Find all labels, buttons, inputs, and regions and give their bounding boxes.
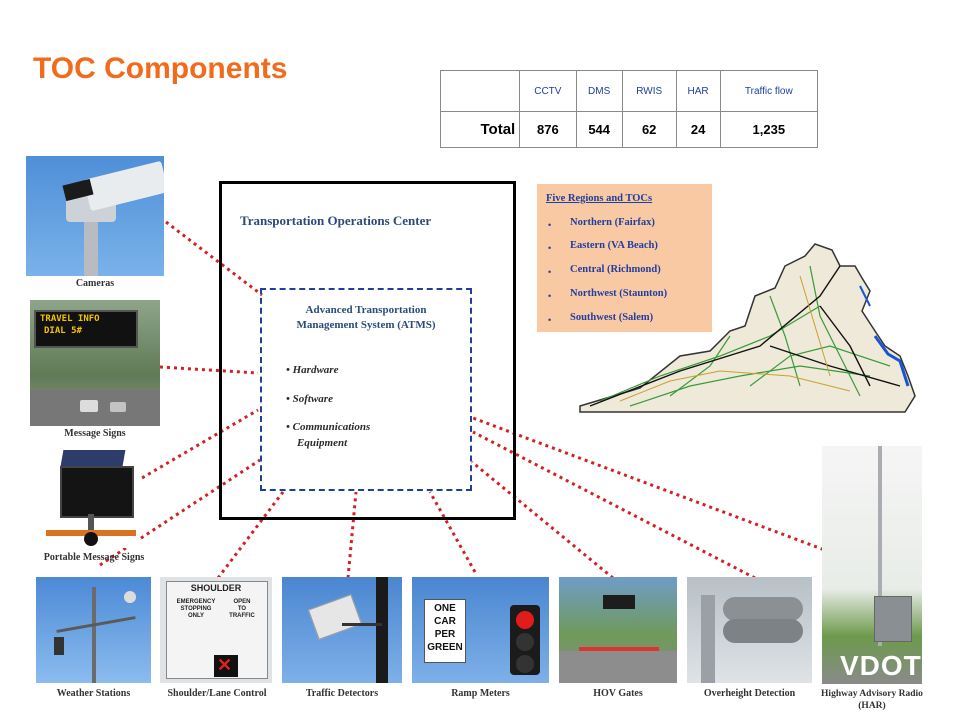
- ramp-meters-photo: [412, 577, 549, 683]
- message-signs-caption: Message Signs: [64, 428, 126, 439]
- table-cell: 1,235: [720, 112, 817, 148]
- ramp-sign: [424, 599, 466, 663]
- column-header: DMS: [576, 71, 622, 112]
- ramp-meters-caption: Ramp Meters: [451, 688, 510, 699]
- ramp-sign-line: PER: [434, 629, 456, 640]
- toc-title: Transportation Operations Center: [240, 213, 432, 228]
- ramp-sign-line: GREEN: [427, 642, 463, 653]
- ramp-sign-line: CAR: [434, 616, 456, 627]
- atms-item-equipment: Equipment: [297, 437, 348, 449]
- column-header: CCTV: [520, 71, 576, 112]
- overheight-caption: Overheight Detection: [703, 688, 796, 699]
- atms-title: [262, 303, 470, 333]
- table-cell: 24: [676, 112, 720, 148]
- shoulder-left-text: [172, 599, 220, 620]
- column-header: HAR: [676, 71, 720, 112]
- shoulder-right-line: TO: [237, 606, 247, 612]
- atms-item-label: Communications: [292, 421, 371, 433]
- har-caption-line2: (HAR): [858, 701, 886, 711]
- portable-signs-photo: [40, 448, 140, 548]
- region-item: Central (Richmond): [570, 264, 661, 275]
- atms-item-label: Hardware: [292, 364, 339, 376]
- shoulder-right-line: OPEN: [233, 599, 251, 605]
- atms-title-line2: Management System (ATMS): [296, 319, 436, 331]
- cameras-caption: Cameras: [75, 278, 115, 289]
- shoulder-lane-control-photo: [160, 577, 272, 683]
- column-header: Traffic flow: [720, 71, 817, 112]
- traffic-detectors-photo: [282, 577, 402, 683]
- atms-item-label: Software: [292, 393, 333, 405]
- slide-title: TOC Components: [33, 52, 288, 85]
- table-cell: 544: [576, 112, 622, 148]
- atms-title-line1: Advanced Transportation: [305, 304, 427, 316]
- har-caption-line1: Highway Advisory Radio: [821, 689, 923, 699]
- bullet: •: [548, 315, 552, 325]
- message-signs-photo: [30, 300, 160, 426]
- shoulder-right-line: TRAFFIC: [229, 613, 255, 619]
- traffic-detectors-caption: Traffic Detectors: [305, 688, 379, 699]
- hov-gates-caption: HOV Gates: [593, 688, 643, 699]
- atms-item-communications: • Communications: [286, 421, 371, 433]
- link-har: [473, 418, 830, 552]
- bullet: •: [548, 267, 552, 277]
- har-photo: [822, 446, 922, 684]
- regions-heading: Five Regions and TOCs: [546, 193, 653, 204]
- atms-item-software: • Software: [286, 393, 333, 405]
- shoulder-left-line: ONLY: [187, 613, 205, 619]
- table-cell: 876: [520, 112, 576, 148]
- shoulder-left-line: EMERGENCY: [176, 599, 216, 605]
- row-label-total: Total: [441, 112, 520, 148]
- overheight-detection-photo: [687, 577, 812, 683]
- bullet: •: [548, 220, 552, 230]
- har-caption: [808, 688, 936, 712]
- region-item: Southwest (Salem): [570, 312, 654, 323]
- vms-line1: TRAVEL INFO: [40, 314, 100, 324]
- cameras-photo: [26, 156, 164, 276]
- table-cell: 62: [622, 112, 676, 148]
- ramp-sign-line: ONE: [434, 603, 456, 614]
- shoulder-right-text: [222, 599, 262, 620]
- atms-item-hardware: • Hardware: [286, 364, 339, 376]
- portable-signs-caption: Portable Message Signs: [43, 552, 145, 563]
- regions-box: [537, 184, 712, 332]
- weather-caption: Weather Stations: [56, 688, 131, 699]
- vdot-logo: VDOT: [840, 650, 922, 681]
- shoulder-sign-header: SHOULDER: [190, 583, 242, 593]
- region-item: Northern (Fairfax): [570, 217, 655, 228]
- hov-gates-photo: [559, 577, 677, 683]
- bullet: •: [548, 291, 552, 301]
- region-item: Eastern (VA Beach): [570, 240, 658, 251]
- vms-line2: DIAL 5#: [44, 326, 82, 336]
- bullet: •: [548, 243, 552, 253]
- weather-stations-photo: [36, 577, 151, 683]
- shoulder-left-line: STOPPING: [180, 606, 212, 612]
- column-header: RWIS: [622, 71, 676, 112]
- region-item: Northwest (Staunton): [570, 288, 668, 299]
- x-icon: ✕: [217, 655, 233, 675]
- shoulder-caption: Shoulder/Lane Control: [167, 688, 267, 699]
